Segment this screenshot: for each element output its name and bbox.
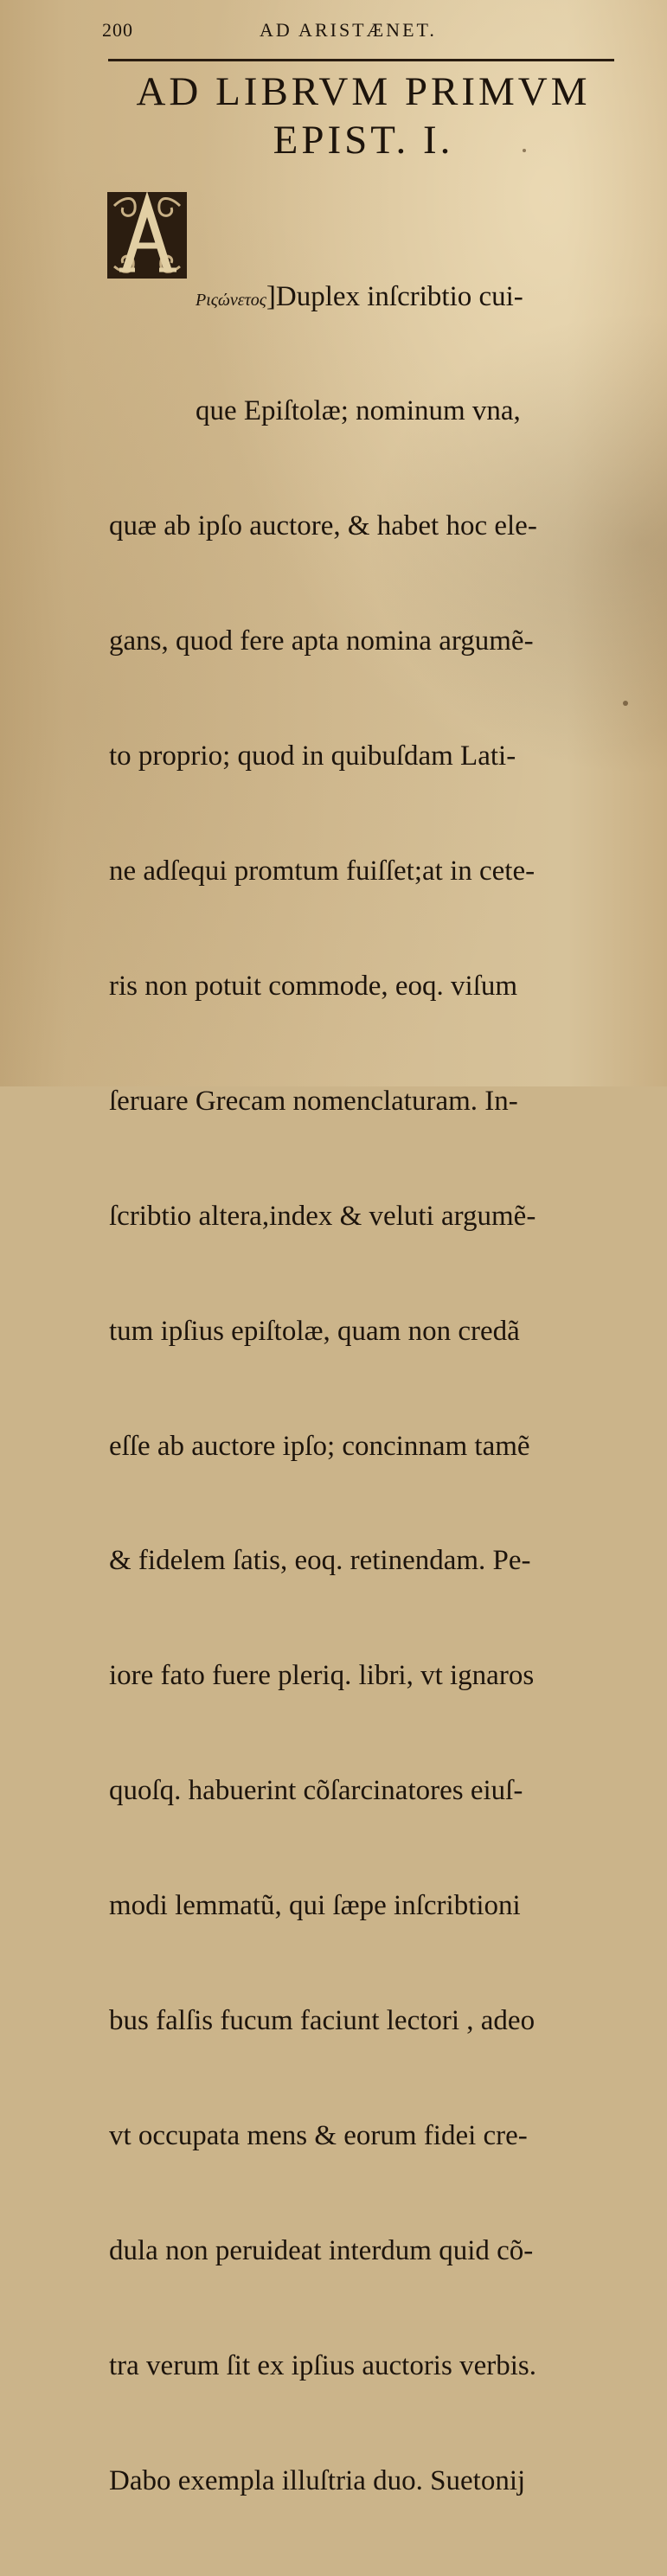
text-line: ne adſequi promtum fuiſſet;at in cete- bbox=[109, 855, 536, 888]
running-head bbox=[0, 19, 667, 45]
text-line: tra verum ſit ex ipſius auctoris verbis. bbox=[109, 2349, 536, 2381]
text-line: ris non potuit commode, eoq. viſum bbox=[109, 970, 518, 1002]
text-line: & fidelem ſatis, eoq. retinendam. Pe- bbox=[109, 1545, 531, 1577]
running-title: AD ARISTÆNET. bbox=[260, 19, 437, 41]
text-line bbox=[109, 278, 628, 316]
text-line: quæ ab ipſo auctore, & habet hoc ele- bbox=[109, 510, 537, 542]
heading-line-1: AD LIBRVM PRIMVM bbox=[136, 69, 591, 114]
text-line: quoſq. habuerint cõſarcinatores eiuſ- bbox=[109, 1775, 523, 1807]
body-text bbox=[109, 201, 628, 2576]
text-line: dula non peruideat interdum quid cõ- bbox=[109, 2234, 534, 2266]
text-line: gans, quod fere apta nomina argumẽ- bbox=[109, 625, 534, 657]
header-rule bbox=[108, 59, 614, 61]
text-line: que Epiſtolæ; nominum vna, bbox=[196, 395, 521, 427]
text-line: to proprio; quod in quibuſdam Lati- bbox=[109, 740, 516, 772]
section-heading bbox=[99, 67, 627, 164]
text-line: bus falſis fucum faciunt lectori , adeo bbox=[109, 2004, 536, 2036]
greek-lemma: Ριςώνετος bbox=[196, 290, 266, 310]
heading-line-2: EPIST. I. bbox=[273, 118, 454, 163]
text-line: ſeruare Grecam nomenclaturam. In- bbox=[109, 1085, 518, 1117]
ink-spot bbox=[623, 701, 628, 706]
text-line: iore fato fuere pleriq. libri, vt ignaros bbox=[109, 1660, 535, 1692]
text-line: vt occupata mens & eorum fidei cre- bbox=[109, 2119, 528, 2151]
text-line: eſſe ab auctore ipſo; concinnam tamẽ bbox=[109, 1430, 530, 1462]
text-line: tum ipſius epiſtolæ, quam non credã bbox=[109, 1315, 520, 1347]
text-line: modi lemmatũ, qui ſæpe inſcribtioni bbox=[109, 1890, 521, 1922]
ink-spot bbox=[523, 149, 526, 152]
page-number: 200 bbox=[102, 19, 133, 41]
text-line: Dabo exempla illuſtria duo. Suetonij bbox=[109, 2464, 526, 2496]
text-line: ſcribtio altera,index & veluti argumẽ- bbox=[109, 1200, 536, 1232]
text-line-content: ]Duplex inſcribtio cui- bbox=[266, 280, 523, 312]
